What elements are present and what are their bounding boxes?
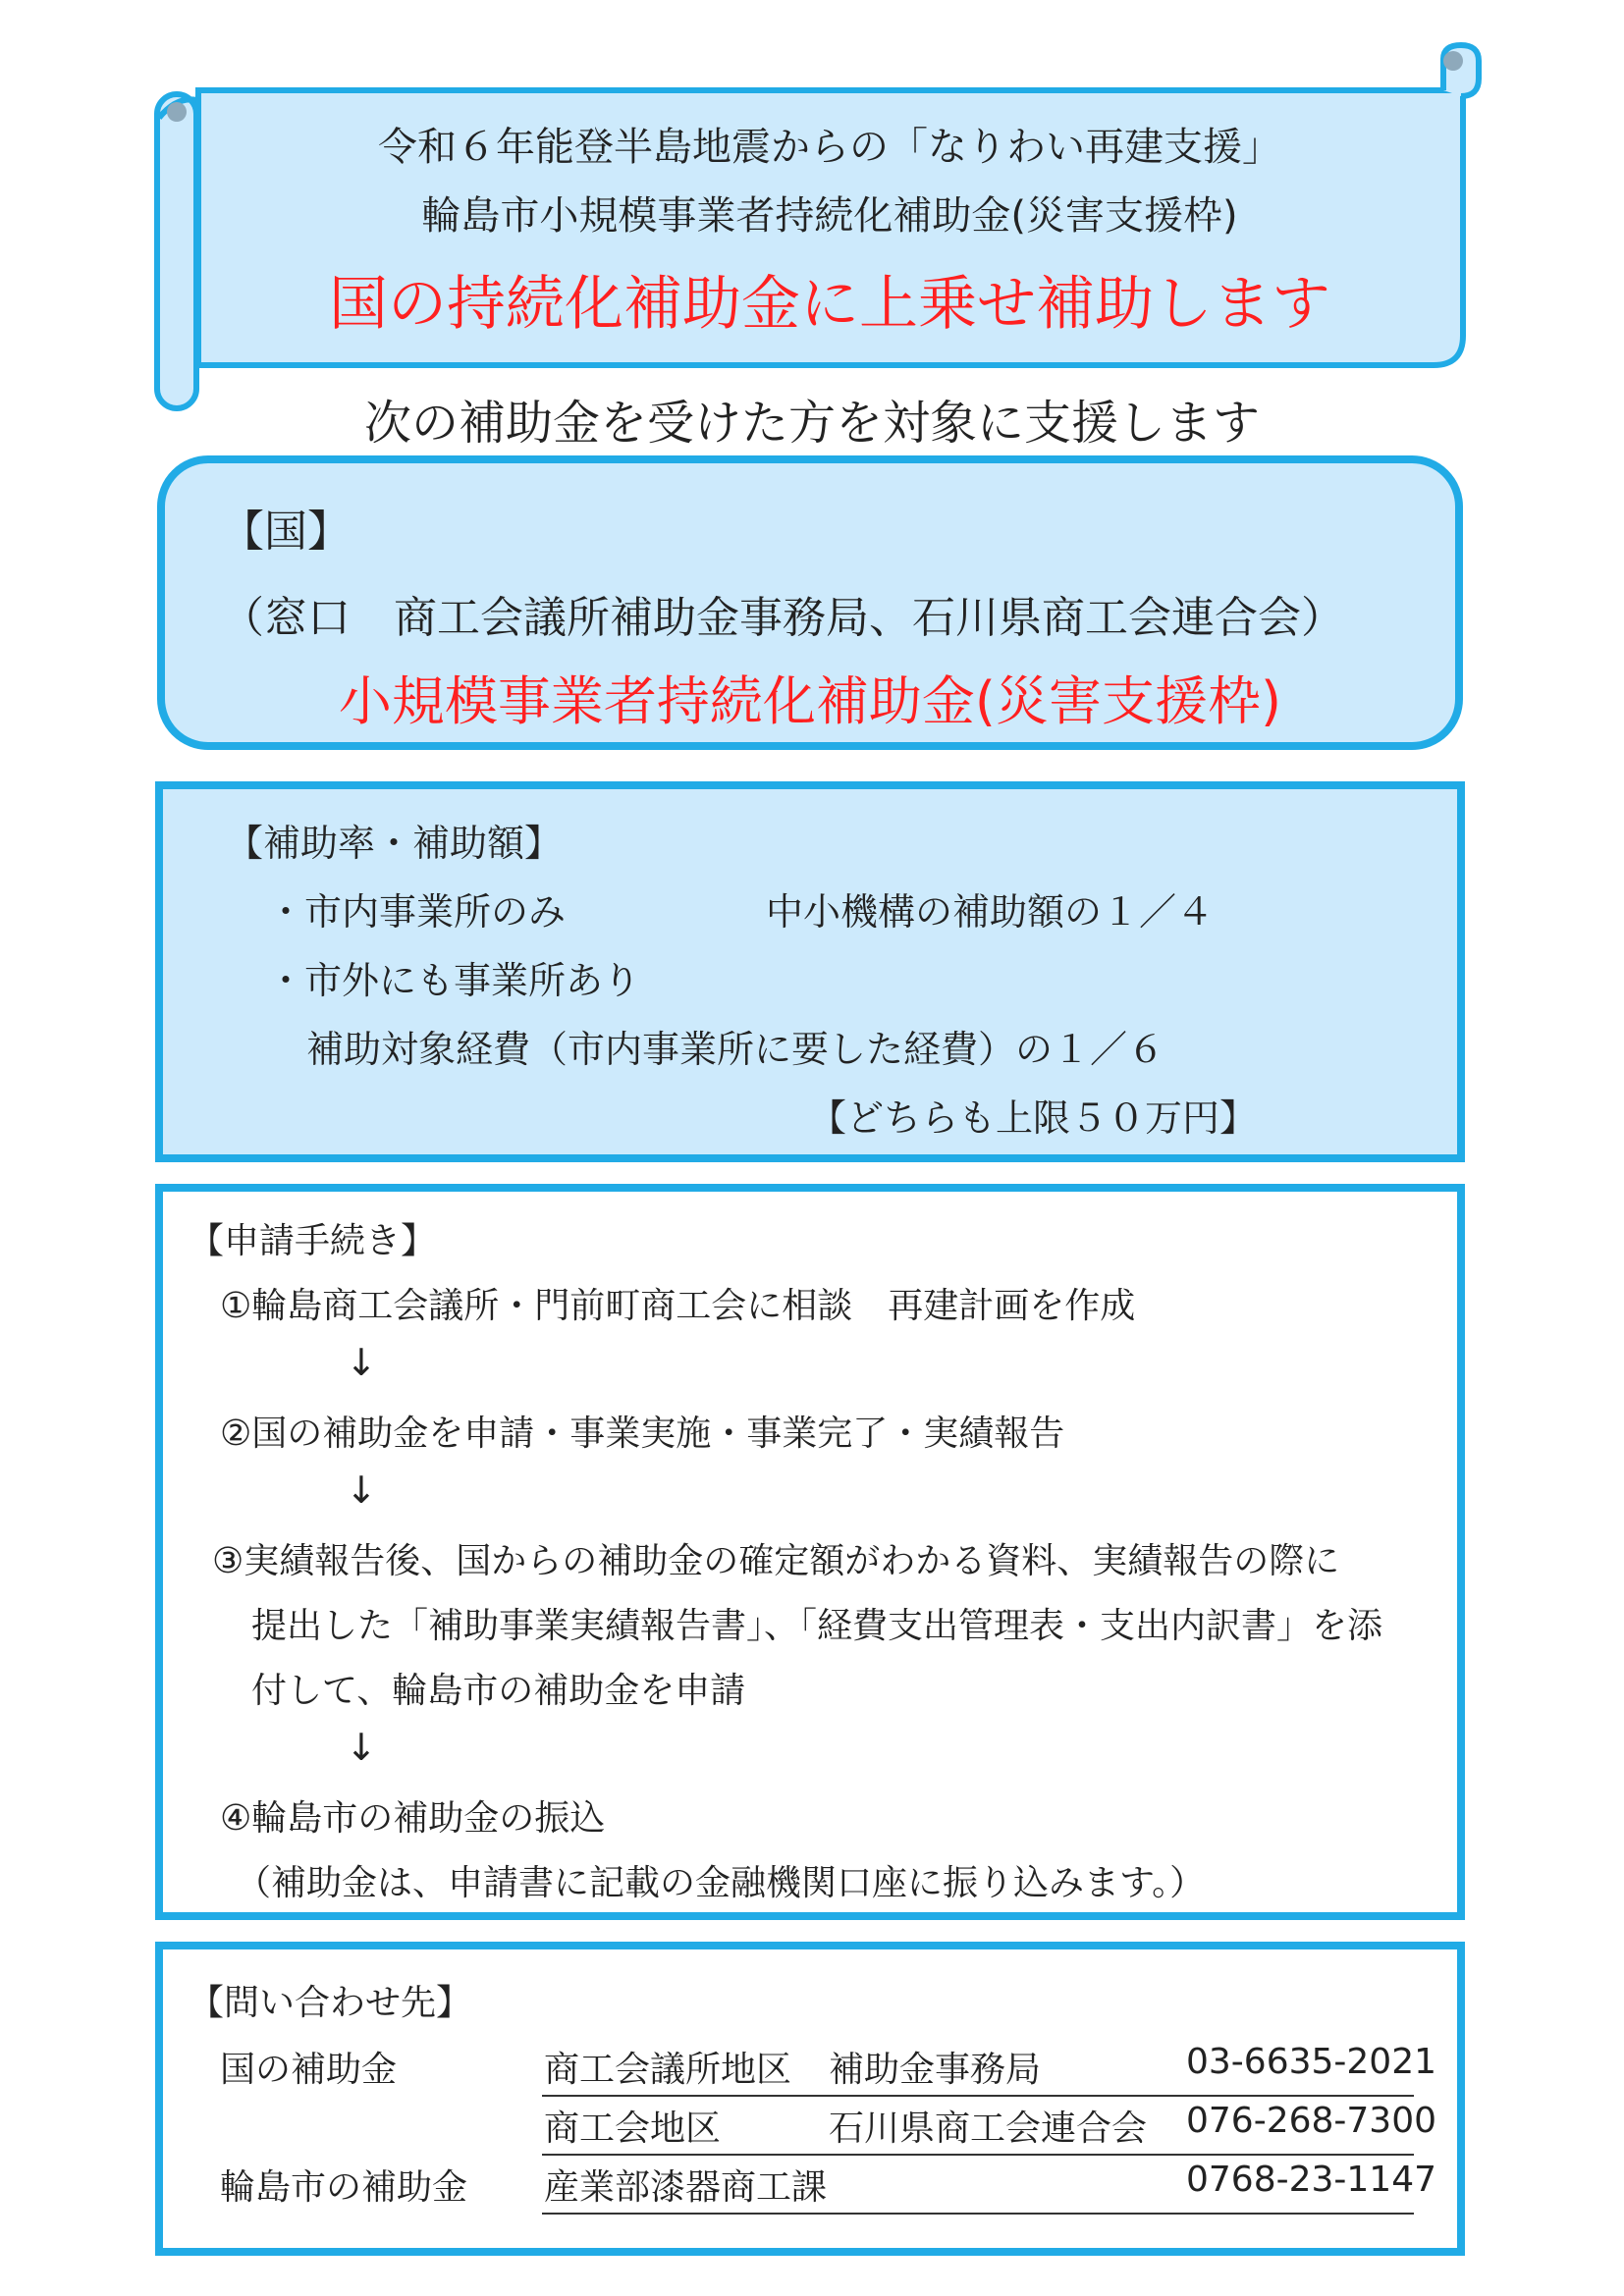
national-heading: 【国】 [221, 507, 351, 557]
banner-line1: 令和６年能登半島地震からの「なりわい再建支援」 [378, 125, 1281, 170]
national-subsidy-name: 小規模事業者持続化補助金(災害支援枠) [338, 670, 1282, 732]
underline [542, 2095, 1414, 2097]
contact-phone: 0768-23-1147 [1186, 2160, 1437, 2200]
underline [542, 2154, 1414, 2156]
contact-area: 産業部漆器商工課 [544, 2167, 828, 2208]
contact-category: 輪島市の補助金 [220, 2167, 468, 2208]
rate-limit: 【どちらも上限５０万円】 [809, 1096, 1258, 1140]
rate-item1-value: 中小機構の補助額の１／４ [766, 890, 1215, 934]
contact-office: 石川県商工会連合会 [829, 2109, 1148, 2149]
rate-item2-label: ・市外にも事業所あり [267, 959, 641, 1002]
rate-item1-label: ・市内事業所のみ [267, 890, 567, 934]
national-window: （窓口 商工会議所補助金事務局、石川県商工会連合会） [221, 593, 1344, 643]
procedure-step1: ①輪島商工会議所・門前町商工会に相談 再建計画を作成 [220, 1286, 1136, 1326]
procedure-step4-note: （補助金は、申請書に記載の金融機関口座に振り込みます。） [236, 1863, 1206, 1903]
contact-category: 国の補助金 [220, 2050, 398, 2090]
rate-heading: 【補助率・補助額】 [226, 822, 563, 865]
contact-office: 補助金事務局 [829, 2050, 1042, 2090]
contact-phone: 076-268-7300 [1186, 2101, 1437, 2141]
procedure-step3-line3: 付して、輪島市の補助金を申請 [251, 1671, 746, 1711]
banner-headline: 国の持続化補助金に上乗せ補助します [329, 270, 1330, 339]
down-arrow-icon: ↓ [346, 1468, 377, 1512]
procedure-step3-line2: 提出した「補助事業実績報告書」、「経費支出管理表・支出内訳書」を添 [251, 1606, 1383, 1646]
underline [542, 2213, 1414, 2215]
banner-line2: 輪島市小規模事業者持続化補助金(災害支援枠) [421, 193, 1238, 239]
procedure-step3-line1: ③実績報告後、国からの補助金の確定額がわかる資料、実績報告の際に [212, 1541, 1340, 1581]
down-arrow-icon: ↓ [346, 1726, 377, 1769]
procedure-step4: ④輪島市の補助金の振込 [220, 1798, 606, 1839]
contact-area: 商工会議所地区 [544, 2050, 792, 2090]
contact-phone: 03-6635-2021 [1186, 2042, 1437, 2082]
procedure-step2: ②国の補助金を申請・事業実施・事業完了・実績報告 [220, 1414, 1065, 1454]
procedure-heading: 【申請手続き】 [189, 1221, 437, 1261]
down-arrow-icon: ↓ [346, 1341, 377, 1384]
rate-item2-value: 補助対象経費（市内事業所に要した経費）の１／６ [306, 1028, 1165, 1071]
contact-area: 商工会地区 [544, 2109, 722, 2149]
contact-heading: 【問い合わせ先】 [189, 1983, 472, 2023]
subtitle: 次の補助金を受けた方を対象に支援します [363, 396, 1260, 451]
